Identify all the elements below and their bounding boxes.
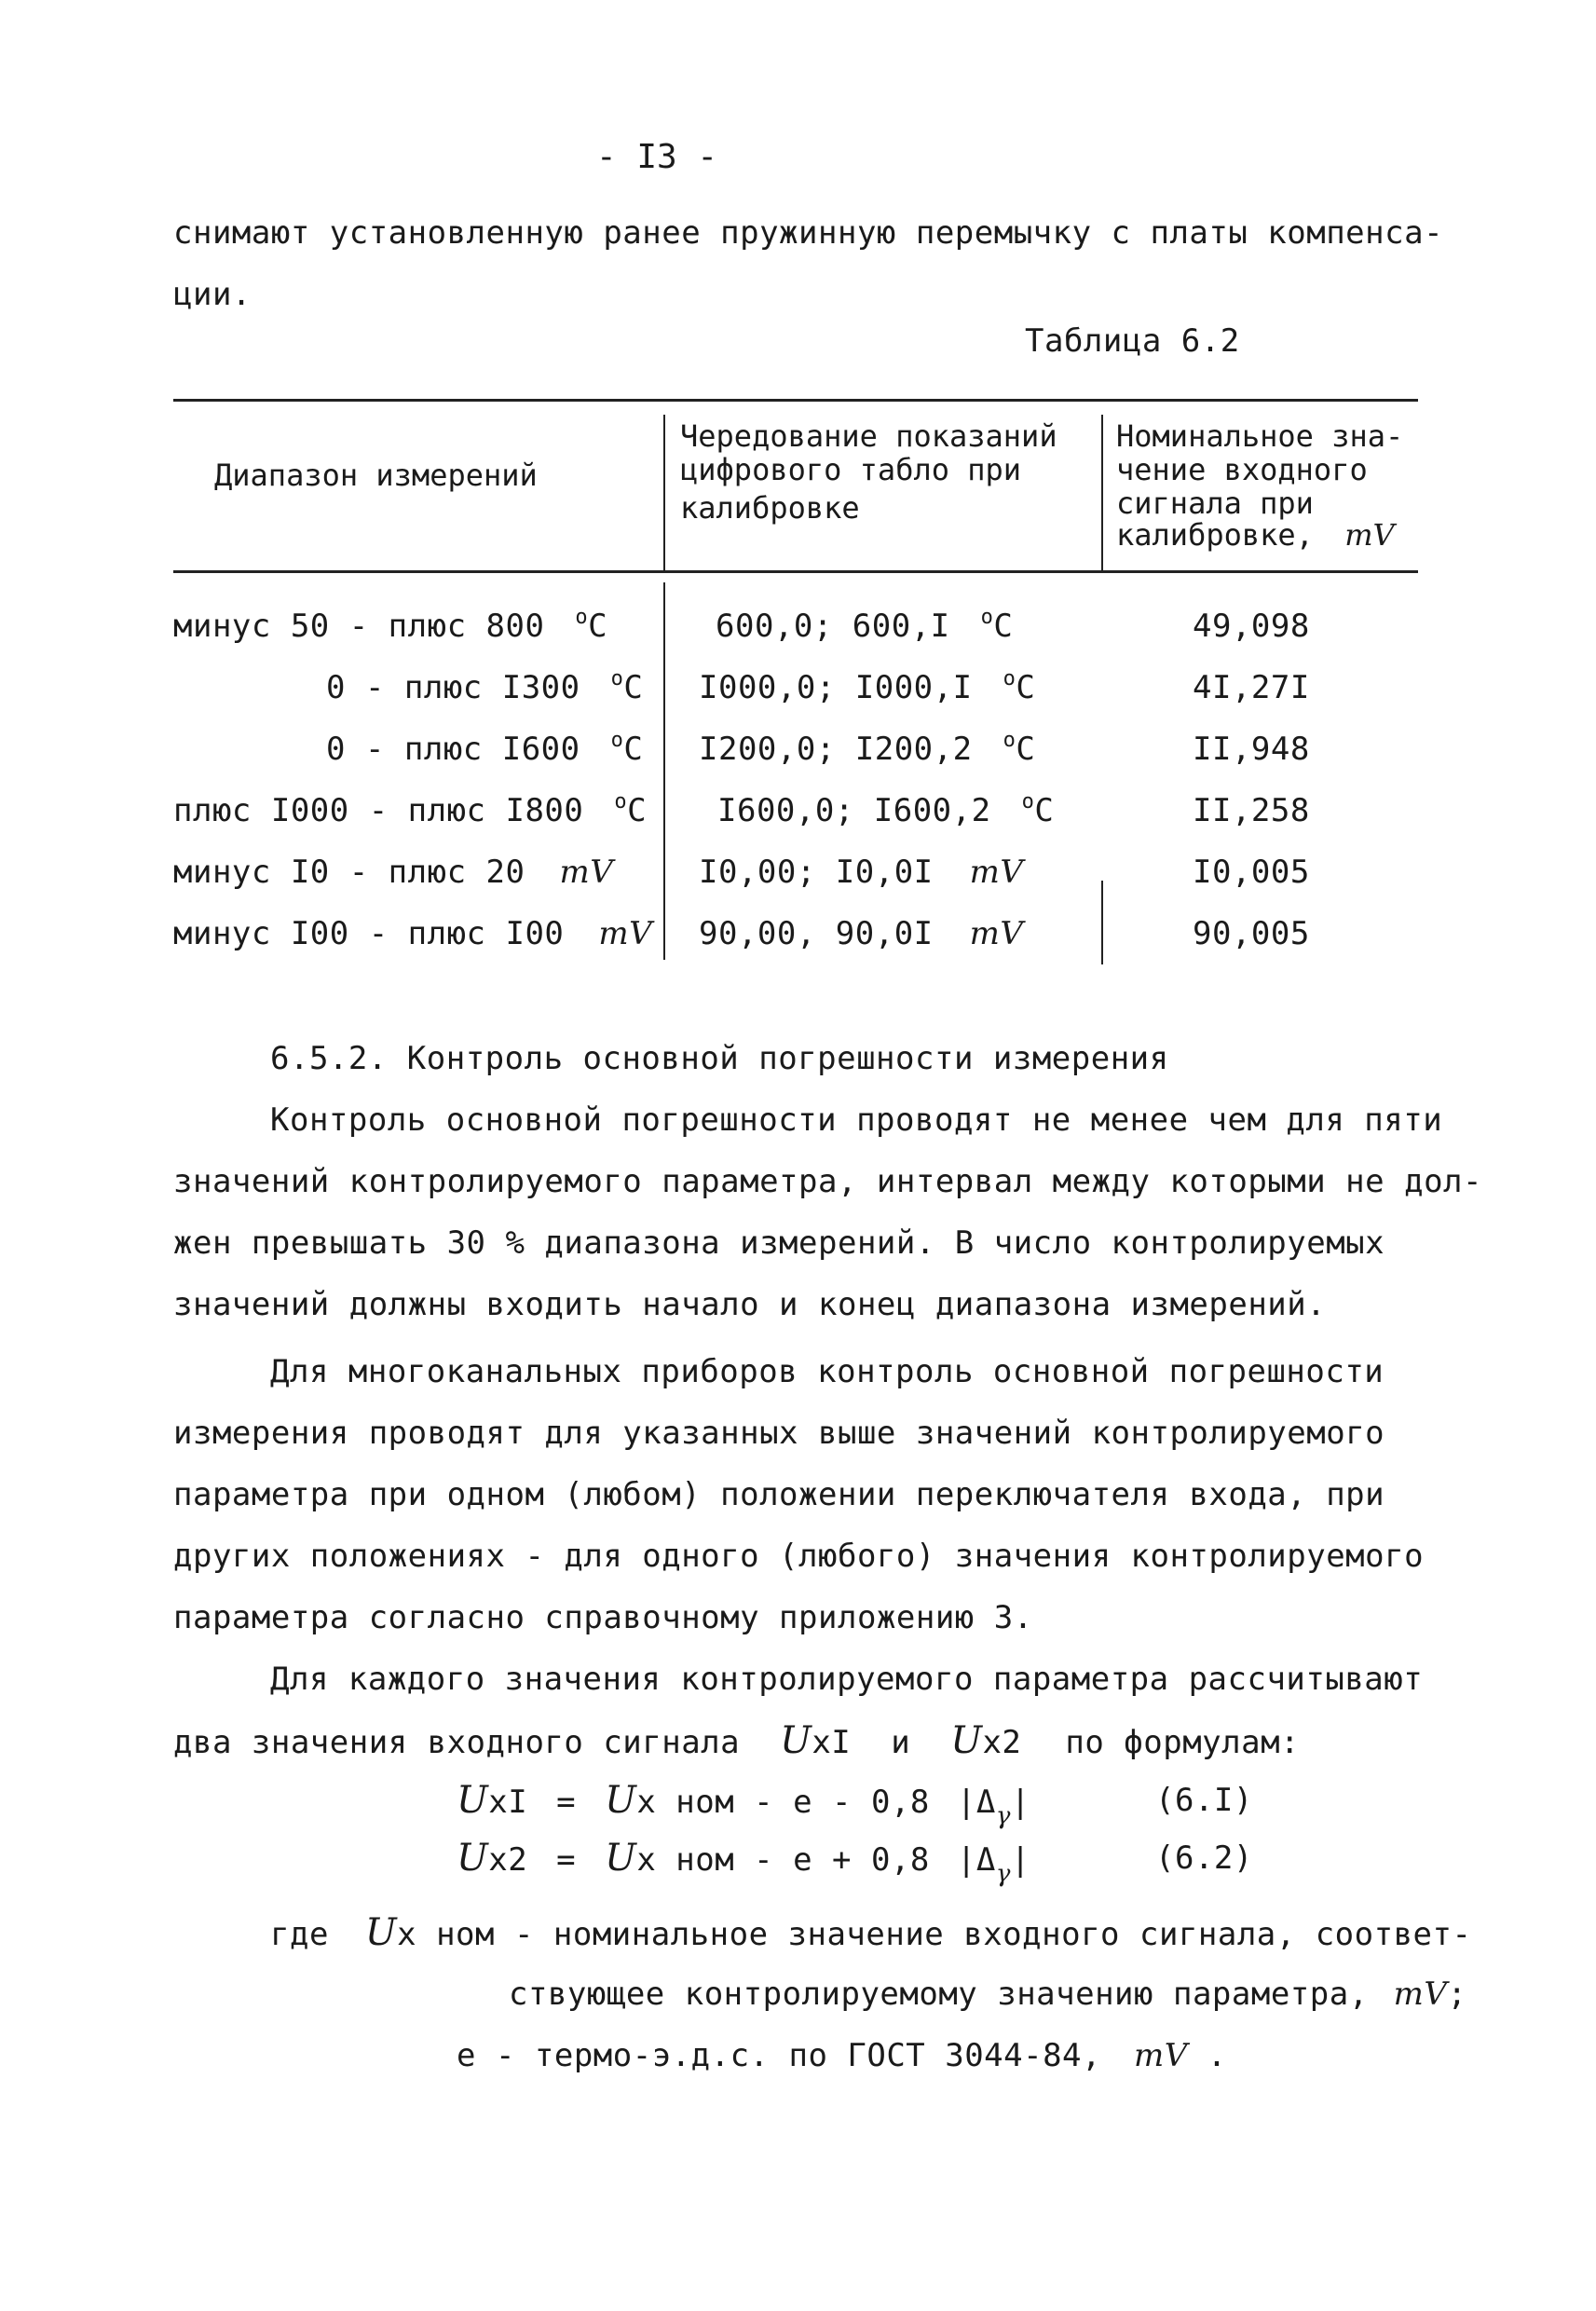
formula-1-lhs-sub: xI — [488, 1784, 528, 1821]
row-4-range-unit: C — [627, 792, 648, 829]
p3-line-1: Для каждого значения контролируемого параметра рассчитывают — [270, 1661, 1424, 1698]
row-2-readings-degree: o — [1003, 667, 1016, 691]
row-2-readings-text: I000,0; I000,I — [699, 669, 973, 706]
row-1-range-text: минус 50 - плюс 800 — [173, 608, 545, 645]
formula-1-lhs-u: U — [457, 1779, 489, 1822]
row-1-range-unit: C — [588, 608, 608, 645]
formula-1-rhs: x ном - e - 0,8 — [636, 1784, 930, 1821]
where-prefix: где — [270, 1916, 329, 1953]
formula-1-abs-open: | — [956, 1784, 976, 1821]
page-number: - I3 - — [596, 138, 718, 176]
p1-line-1: Контроль основной погрешности проводят не менее чем для пяти — [270, 1101, 1443, 1139]
where-line-2-text: ствующее контролируемому значению параметра, — [509, 1976, 1369, 2013]
formula-1-number: (6.I) — [1155, 1782, 1253, 1819]
row-4-readings-unit: C — [1034, 792, 1055, 829]
row-1-range — [173, 608, 607, 650]
formula-2-lhs-u: U — [457, 1837, 489, 1880]
row-6-nominal: 90,005 — [1193, 915, 1310, 952]
header-nominal-l4 — [1116, 518, 1395, 552]
row-6-readings-unit: mV — [969, 915, 1024, 952]
row-5-nominal: I0,005 — [1193, 854, 1310, 891]
where-line-2 — [509, 1976, 1466, 2013]
header-readings-l1: Чередование показаний — [680, 418, 1057, 454]
formula-2-lhs-sub: x2 — [488, 1841, 528, 1879]
row-6-readings — [699, 915, 1023, 952]
p3-tail: по формулам: — [1065, 1724, 1301, 1761]
formula-1-abs-close: | — [1010, 1784, 1030, 1821]
row-1-readings-text: 600,0; 600,I — [716, 608, 950, 645]
row-3-range-unit: C — [623, 731, 644, 768]
formula-2-eq: = — [556, 1841, 577, 1879]
where-line-1-text: x ном - номинальное значение входного сигнала, соответ- — [397, 1916, 1472, 1953]
where-line-3-text: e - термо-э.д.с. по ГОСТ 3044-84, — [457, 2037, 1102, 2074]
row-1-nominal: 49,098 — [1193, 608, 1310, 645]
row-1-readings-degree: o — [980, 606, 994, 629]
row-5-range-text: минус I0 - плюс 20 — [173, 854, 525, 891]
formula-2-mid-u: U — [605, 1837, 637, 1880]
row-4-nominal: II,258 — [1193, 792, 1310, 829]
row-2-range — [326, 669, 643, 711]
row-3-readings-text: I200,0; I200,2 — [699, 731, 973, 768]
table-vline-2-body — [1101, 881, 1103, 964]
row-3-range — [326, 731, 643, 773]
p3-symbol-2-sub: x2 — [982, 1724, 1022, 1761]
row-5-readings-unit: mV — [969, 854, 1024, 891]
row-1-range-degree: o — [575, 606, 589, 629]
row-3-readings-degree: o — [1003, 729, 1016, 752]
p1-line-4: значений должны входить начало и конец диапазона измерений. — [173, 1286, 1327, 1323]
formula-1 — [457, 1779, 1030, 1830]
formula-2-abs-close: | — [1010, 1841, 1030, 1879]
formula-2-number: (6.2) — [1155, 1839, 1253, 1877]
p3-symbol-1: U — [780, 1719, 812, 1762]
row-3-nominal: II,948 — [1193, 731, 1310, 768]
row-4-range-degree: o — [614, 790, 628, 814]
header-unit: mV — [1344, 517, 1395, 553]
formula-1-mid-u: U — [605, 1779, 637, 1822]
p3-symbol-2: U — [950, 1719, 983, 1762]
row-1-readings-unit: C — [993, 608, 1014, 645]
row-2-range-unit: C — [623, 669, 644, 706]
row-4-readings-text: I600,0; I600,2 — [717, 792, 991, 829]
row-3-readings-unit: C — [1016, 731, 1036, 768]
table-vline-1 — [663, 415, 665, 571]
where-line-2-semicolon: ; — [1447, 1976, 1467, 2013]
p2-line-3: параметра при одном (любом) положении переключателя входа, при — [173, 1476, 1385, 1513]
p1-line-2: значений контролируемого параметра, интервал между которыми не дол- — [173, 1163, 1482, 1200]
header-nominal-l1: Номинальное зна- — [1116, 418, 1404, 454]
row-4-readings-degree: o — [1021, 790, 1035, 814]
row-2-nominal: 4I,27I — [1193, 669, 1310, 706]
row-3-range-degree: o — [610, 729, 624, 752]
p2-line-4: других положениях - для одного (любого) значения контролируемого — [173, 1538, 1425, 1575]
where-line-3 — [457, 2037, 1227, 2074]
row-2-readings — [699, 669, 1035, 711]
header-readings-l3: калибровке — [680, 490, 860, 526]
formula-1-eq: = — [556, 1784, 577, 1821]
where-symbol: U — [364, 1911, 398, 1954]
formula-2-delta: Δ — [975, 1841, 996, 1879]
row-1-readings — [716, 608, 1013, 650]
row-2-range-degree: o — [610, 667, 624, 691]
p3-line-2 — [173, 1719, 1301, 1762]
table-vline-1-body — [663, 582, 665, 960]
row-2-range-text: 0 - плюс I300 — [326, 669, 580, 706]
header-range: Диапазон измерений — [214, 458, 538, 493]
header-nominal-l4-text: калибровке, — [1116, 517, 1314, 553]
row-5-readings — [699, 854, 1023, 891]
row-4-range-text: плюс I000 - плюс I800 — [173, 792, 584, 829]
formula-2-abs-open: | — [956, 1841, 976, 1879]
p3-line-2-text: два значения входного сигнала — [173, 1724, 741, 1761]
formula-1-delta: Δ — [975, 1784, 996, 1821]
row-3-readings — [699, 731, 1035, 773]
p2-line-2: измерения проводят для указанных выше значений контролируемого — [173, 1415, 1385, 1452]
formula-1-gamma: γ — [995, 1802, 1011, 1830]
p3-symbol-1-sub: xI — [812, 1724, 852, 1761]
where-line-3-unit: mV — [1134, 2037, 1188, 2074]
row-4-readings — [717, 792, 1054, 834]
table-header-rule — [173, 570, 1418, 573]
p1-line-3: жен превышать 30 % диапазона измерений. В число контролируемых — [173, 1224, 1385, 1262]
formula-2-gamma: γ — [995, 1860, 1011, 1888]
intro-line-1: снимают установленную ранее пружинную перемычку с платы компенса- — [173, 214, 1444, 252]
row-2-readings-unit: C — [1016, 669, 1036, 706]
row-4-range — [173, 792, 647, 834]
section-heading: 6.5.2. Контроль основной погрешности измерения — [270, 1040, 1169, 1077]
header-nominal-l2: чение входного — [1116, 452, 1368, 487]
where-line-2-unit: mV — [1393, 1976, 1448, 2013]
formula-2 — [457, 1837, 1030, 1888]
table-caption: Таблица 6.2 — [1025, 322, 1240, 360]
row-5-readings-text: I0,00; I0,0I — [699, 854, 934, 891]
header-nominal-l3: сигнала при — [1116, 485, 1314, 521]
p3-and: и — [891, 1724, 911, 1761]
row-6-range-unit: mV — [598, 915, 653, 952]
row-6-range-text: минус I00 - плюс I00 — [173, 915, 565, 952]
header-readings-l2: цифрового табло при — [680, 452, 1022, 487]
formula-2-rhs: x ном - e + 0,8 — [636, 1841, 930, 1879]
row-6-readings-text: 90,00, 90,0I — [699, 915, 934, 952]
row-5-range — [173, 854, 613, 891]
row-3-range-text: 0 - плюс I600 — [326, 731, 580, 768]
intro-line-2: ции. — [173, 276, 252, 313]
p2-line-1: Для многоканальных приборов контроль основной погрешности — [270, 1353, 1385, 1390]
p2-line-5: параметра согласно справочному приложению 3. — [173, 1599, 1033, 1636]
row-6-range — [173, 915, 652, 952]
table-top-rule — [173, 399, 1418, 402]
row-5-range-unit: mV — [559, 854, 614, 891]
table-vline-2 — [1101, 415, 1103, 571]
where-line-1 — [270, 1911, 1472, 1954]
where-line-3-end: . — [1207, 2037, 1227, 2074]
